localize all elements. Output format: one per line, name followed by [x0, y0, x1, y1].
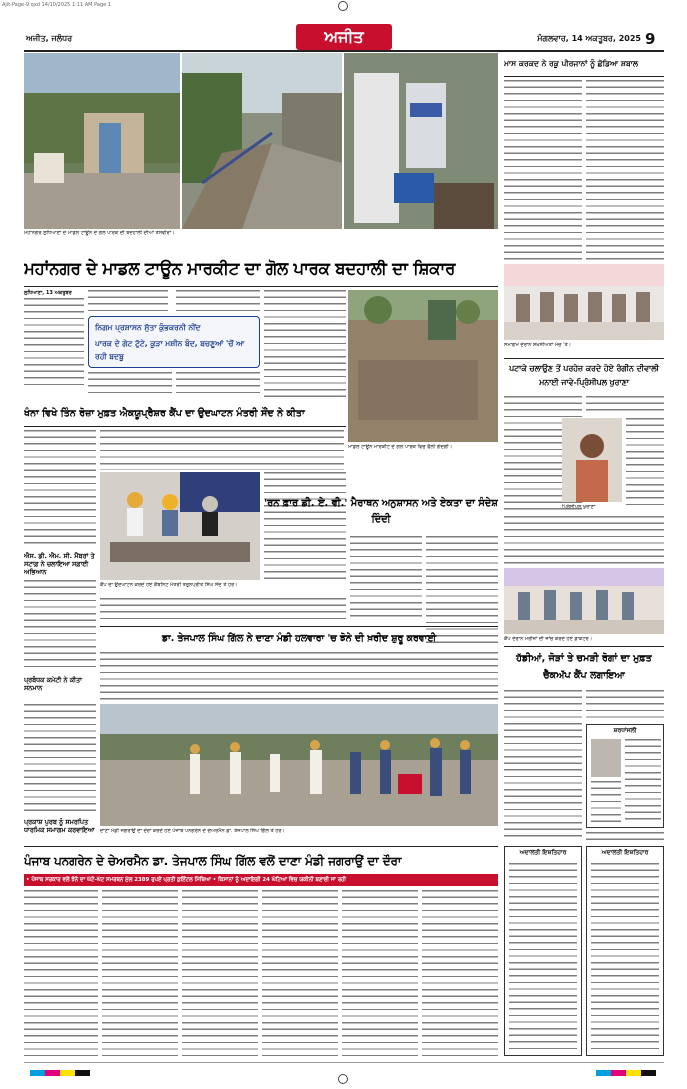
big-photo-caption: ਦਾਣਾ ਮੰਡੀ ਜਗਰਾਉਂ ਦਾ ਦੌਰਾ ਕਰਦੇ ਹੋਏ ਪੰਜਾਬ ਪਨਗਰੇਨ ਦੇ ਚੇਅਰਮੈਨ ਡਾ. ਤੇਜਪਾਲ ਸਿੰਘ ਗਿੱਲ ਤੇ ਹੋਰ।: [100, 828, 285, 834]
top-photos-caption: ਮਹਾਂਨਗਰ ਲੁਧਿਆਣਾ ਦੇ ਮਾਡਲ ਟਾਊਨ ਦੇ ਗੋਲ ਪਾਰਕ ਦੀ ਬਦਹਾਲੀ ਦੀਆਂ ਤਸਵੀਰਾਂ।: [24, 230, 175, 236]
dateline: ਲੁਧਿਆਣਾ, 13 ਅਕਤੂਬਰ: [24, 290, 72, 296]
obituary-photo: [591, 739, 621, 777]
main-story-col2: [88, 290, 168, 312]
photo-acupressure-camp: [100, 472, 260, 580]
photo-right-event: [504, 264, 664, 340]
photo-park-garbage: [348, 290, 498, 442]
bullet-box: [88, 316, 260, 368]
photo-health-camp: [504, 568, 664, 634]
color-bar: [30, 1070, 90, 1076]
park-caption: ਮਾਡਲ ਟਾਊਨ ਮਾਰਕੀਟ ਦੇ ਗੋਲ ਪਾਰਕ ਵਿਚ ਫੈਲੀ ਗੰਦਗੀ।: [348, 444, 453, 450]
photo-park-gate: [24, 53, 180, 229]
bottom-subhead: • ਪੰਜਾਬ ਸਰਕਾਰ ਵਲੋਂ ਝੋਨੇ ਦਾ ਘੱਟੋ-ਘੱਟ ਸਮਰਥਨ ਮੁੱਲ 2389 ਰੁਪਏ ਪ੍ਰਤੀ ਕੁਇੰਟਲ ਮਿੱਥਿਆ • ਕਿਸਾਨਾਂ ਨੂੰ ਅਦਾਇਗੀ 24 ਘੰਟਿਆਂ ਵਿਚ ਯਕੀਨੀ ਬਣਾਈ ਜਾ ਰਹੀ: [26, 877, 346, 883]
principal-caption: ਪ੍ਰਿੰਸੀਪਲ ਖੁਰਾਣਾ: [562, 504, 596, 510]
left-small-headline-1: ਐਸ. ਡੀ. ਐਮ. ਸੀ. ਮੈਂਬਰਾਂ ਤੇ ਸਟਾਫ਼ ਨੇ ਚਲਾਇਆ ਸਫ਼ਾਈ ਅਭਿਆਨ: [24, 552, 95, 576]
khanna-caption: ਕੈਂਪ ਦਾ ਉਦਘਾਟਨ ਕਰਦੇ ਹੋਏ ਕੈਬਨਿਟ ਮੰਤਰੀ ਤਰੁਨਪ੍ਰੀਤ ਸਿੰਘ ਸੌਂਦ ਤੇ ਹੋਰ।: [100, 582, 238, 588]
mandi-headline: ਡਾ. ਤੇਜਪਾਲ ਸਿੰਘ ਗਿੱਲ ਨੇ ਦਾਣਾ ਮੰਡੀ ਹਲਵਾਰਾ 'ਚ ਝੋਨੇ ਦੀ ਖ਼ਰੀਦ ਸ਼ੁਰੂ ਕਰਵਾਈ: [161, 633, 437, 644]
bullet-2: ਪਾਰਕ ਦੇ ਗੇਟ ਟੁੱਟੇ, ਕੂੜਾ ਮਸ਼ੀਨ ਬੰਦ, ਬਚਣੂਆਂ 'ਚੋਂ ਆ ਰਹੀ ਬਦਬੂ: [95, 339, 245, 361]
main-story-col1: [24, 298, 84, 390]
court-ad-1: [504, 846, 582, 1056]
header-location: ਅਜੀਤ, ਜਲੰਧਰ: [26, 34, 73, 43]
masthead: ਅਜੀਤ: [324, 27, 364, 46]
bottom-left-headline: ਪ੍ਰਕਾਸ਼ ਪੁਰਬ ਨੂੰ ਸਮਰਪਿਤ ਧਾਰਮਿਕ ਸਮਾਗਮ ਕਰਵਾਇਆ: [24, 818, 95, 834]
ad-label-2: ਅਦਾਲਤੀ ਇਸ਼ਤਿਹਾਰ: [601, 849, 649, 856]
patakhe-headline: ਪਟਾਕੇ ਚਲਾਉਣ ਤੋਂ ਪਰਹੇਜ਼ ਕਰਦੇ ਹੋਏ ਰੰਗੀਨ ਦੀਵਾਲੀ ਮਨਾਈ ਜਾਵੇ-ਪ੍ਰਿੰਸੀਪਲ ਖੁਰਾਣਾ: [509, 364, 659, 387]
photo-mandi-visit: [100, 704, 498, 826]
right-top-headline: ਮਾਸ ਕਰਕਦ ਨੇ ਰਕੂ ਪੀਰਜਾਨਾਂ ਨੂੰ ਛੋਡਿਆ ਸ਼ਬਾਲ: [504, 59, 639, 68]
photo-principal: [562, 418, 622, 502]
left-small-headline-2: ਪ੍ਰਬੰਧਕ ਕਮੇਟੀ ਨੇ ਕੀਤਾ ਸਨਮਾਨ: [24, 676, 82, 692]
khanna-headline: ਖੰਨਾ ਵਿਖੇ ਤਿੰਨ ਰੋਜ਼ਾ ਮੁਫ਼ਤ ਐਕਯੂਪ੍ਰੈਸ਼ਰ ਕੈਂਪ ਦਾ ਉਦਘਾਟਨ ਮੰਤਰੀ ਸੌਂਦ ਨੇ ਕੀਤਾ: [24, 408, 305, 419]
court-ad-2: [586, 846, 664, 1056]
camp-headline: ਹੱਡੀਆਂ, ਜੋੜਾਂ ਤੇ ਚਮੜੀ ਰੋਗਾਂ ਦਾ ਮੁਫ਼ਤ ਚੈੱਕਅੱਪ ਕੈਂਪ ਲਗਾਇਆ: [516, 653, 652, 681]
registration-mark: [338, 1, 348, 11]
right-photo-caption: ਸਮਾਗਮ ਦੌਰਾਨ ਸ਼ਖ਼ਸੀਅਤਾਂ ਮੰਚ 'ਤੇ।: [504, 342, 572, 348]
photo-park-street: [182, 53, 342, 229]
camp-caption: ਕੈਂਪ ਦੌਰਾਨ ਮਰੀਜ਼ਾਂ ਦੀ ਜਾਂਚ ਕਰਦੇ ਹੋਏ ਡਾਕਟਰ।: [504, 636, 593, 642]
bottom-headline: ਪੰਜਾਬ ਪਨਗਰੇਨ ਦੇ ਚੇਅਰਮੈਨ ਡਾ. ਤੇਜਪਾਲ ਸਿੰਘ ਗਿੱਲ ਵਲੋਂ ਦਾਣਾ ਮੰਡੀ ਜਗਰਾਉਂ ਦਾ ਦੌਰਾ: [24, 854, 402, 868]
obituary-label: ਸ਼ਰਧਾਂਜਲੀ: [613, 727, 637, 734]
obituary-box: [586, 724, 664, 828]
ad-label-1: ਅਦਾਲਤੀ ਇਸ਼ਤਿਹਾਰ: [519, 849, 567, 856]
photo-waste-machine: [344, 53, 498, 229]
bullet-1: ਨਿਗਮ ਪ੍ਰਸ਼ਾਸਨ ਸੁੱਤਾ ਕੁੰਭਕਰਨੀ ਨੀਂਦ: [95, 323, 201, 332]
page-number: 9: [645, 30, 656, 48]
main-headline: ਮਹਾਂਨਗਰ ਦੇ ਮਾਡਲ ਟਾਊਨ ਮਾਰਕੀਟ ਦਾ ਗੋਲ ਪਾਰਕ ਬਦਹਾਲੀ ਦਾ ਸ਼ਿਕਾਰ: [24, 259, 456, 278]
print-slug: Ajit-Page-9.qxd 14/10/2025 1:11 AM Page 1: [2, 2, 111, 8]
run-headline: 'ਰਨ ਫ਼ਾਰ ਡੀ. ਏ. ਵੀ.' ਮੈਰਾਥਨ ਅਨੁਸ਼ਾਸਨ ਅਤੇ ਏਕਤਾ ਦਾ ਸੰਦੇਸ਼ ਦਿੰਦੀ: [264, 498, 498, 525]
header-date: ਮੰਗਲਵਾਰ, 14 ਅਕਤੂਬਰ, 2025: [537, 34, 641, 43]
